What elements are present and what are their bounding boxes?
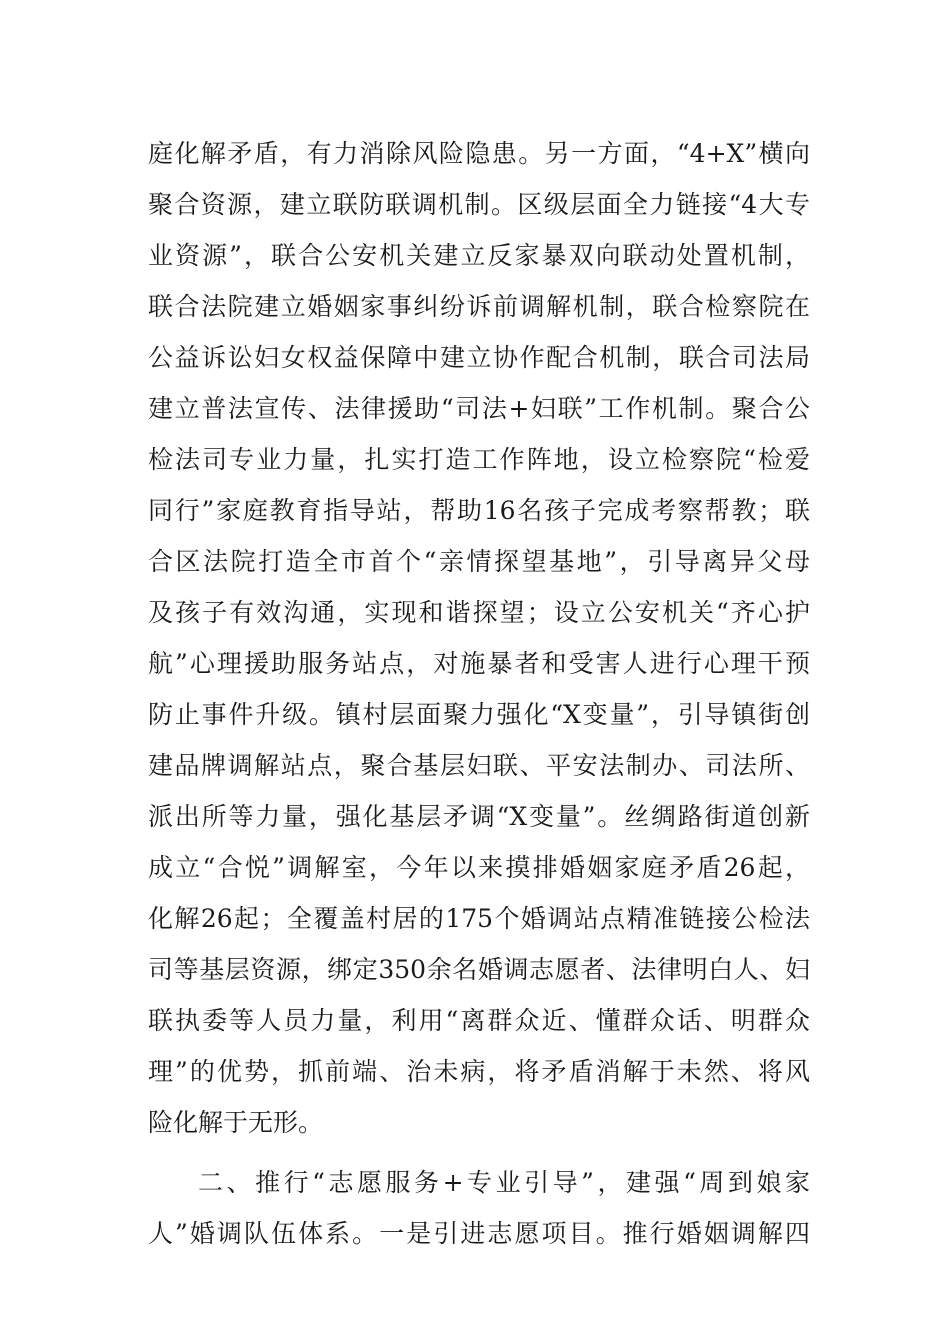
paragraph-spacer bbox=[148, 1148, 810, 1157]
text-line: 化解26起；全覆盖村居的175个婚调站点精准链接公检法 bbox=[148, 904, 810, 933]
text-line: 派出所等力量，强化基层矛调“X变量”。丝绸路街道创新 bbox=[148, 802, 810, 831]
text-line: 合区法院打造全市首个“亲情探望基地”，引导离异父母 bbox=[148, 547, 810, 576]
text-line: 业资源”，联合公安机关建立反家暴双向联动处置机制， bbox=[148, 241, 810, 270]
paragraph-2 bbox=[148, 1157, 810, 1259]
text-line: 险化解于无形。 bbox=[148, 1108, 324, 1137]
text-line: 司等基层资源，绑定350余名婚调志愿者、法律明白人、妇 bbox=[148, 955, 810, 984]
text-line: 理”的优势，抓前端、治未病，将矛盾消解于未然、将风 bbox=[148, 1057, 810, 1086]
text-line: 公益诉讼妇女权益保障中建立协作配合机制，联合司法局 bbox=[148, 343, 810, 372]
paragraph-1 bbox=[148, 128, 810, 1148]
text-line: 人”婚调队伍体系。一是引进志愿项目。推行婚姻调解四 bbox=[148, 1219, 810, 1248]
text-line: 及孩子有效沟通，实现和谐探望；设立公安机关“齐心护 bbox=[148, 598, 810, 627]
text-line: 航”心理援助服务站点，对施暴者和受害人进行心理干预 bbox=[148, 649, 810, 678]
document-body bbox=[148, 128, 810, 1259]
text-line: 庭化解矛盾，有力消除风险隐患。另一方面，“4+X”横向 bbox=[148, 139, 810, 168]
text-line: 二、推行“志愿服务+专业引导”，建强“周到娘家 bbox=[198, 1168, 810, 1197]
text-line: 检法司专业力量，扎实打造工作阵地，设立检察院“检爱 bbox=[148, 445, 810, 474]
text-line: 联执委等人员力量，利用“离群众近、懂群众话、明群众 bbox=[148, 1006, 810, 1035]
text-line: 聚合资源，建立联防联调机制。区级层面全力链接“4大专 bbox=[148, 190, 810, 219]
text-line: 同行”家庭教育指导站，帮助16名孩子完成考察帮教；联 bbox=[148, 496, 810, 525]
text-line: 建品牌调解站点，聚合基层妇联、平安法制办、司法所、 bbox=[148, 751, 810, 780]
text-line: 成立“合悦”调解室，今年以来摸排婚姻家庭矛盾26起， bbox=[148, 853, 810, 882]
text-line: 防止事件升级。镇村层面聚力强化“X变量”，引导镇街创 bbox=[148, 700, 810, 729]
text-line: 建立普法宣传、法律援助“司法+妇联”工作机制。聚合公 bbox=[148, 394, 810, 423]
text-line: 联合法院建立婚姻家事纠纷诉前调解机制，联合检察院在 bbox=[148, 292, 810, 321]
